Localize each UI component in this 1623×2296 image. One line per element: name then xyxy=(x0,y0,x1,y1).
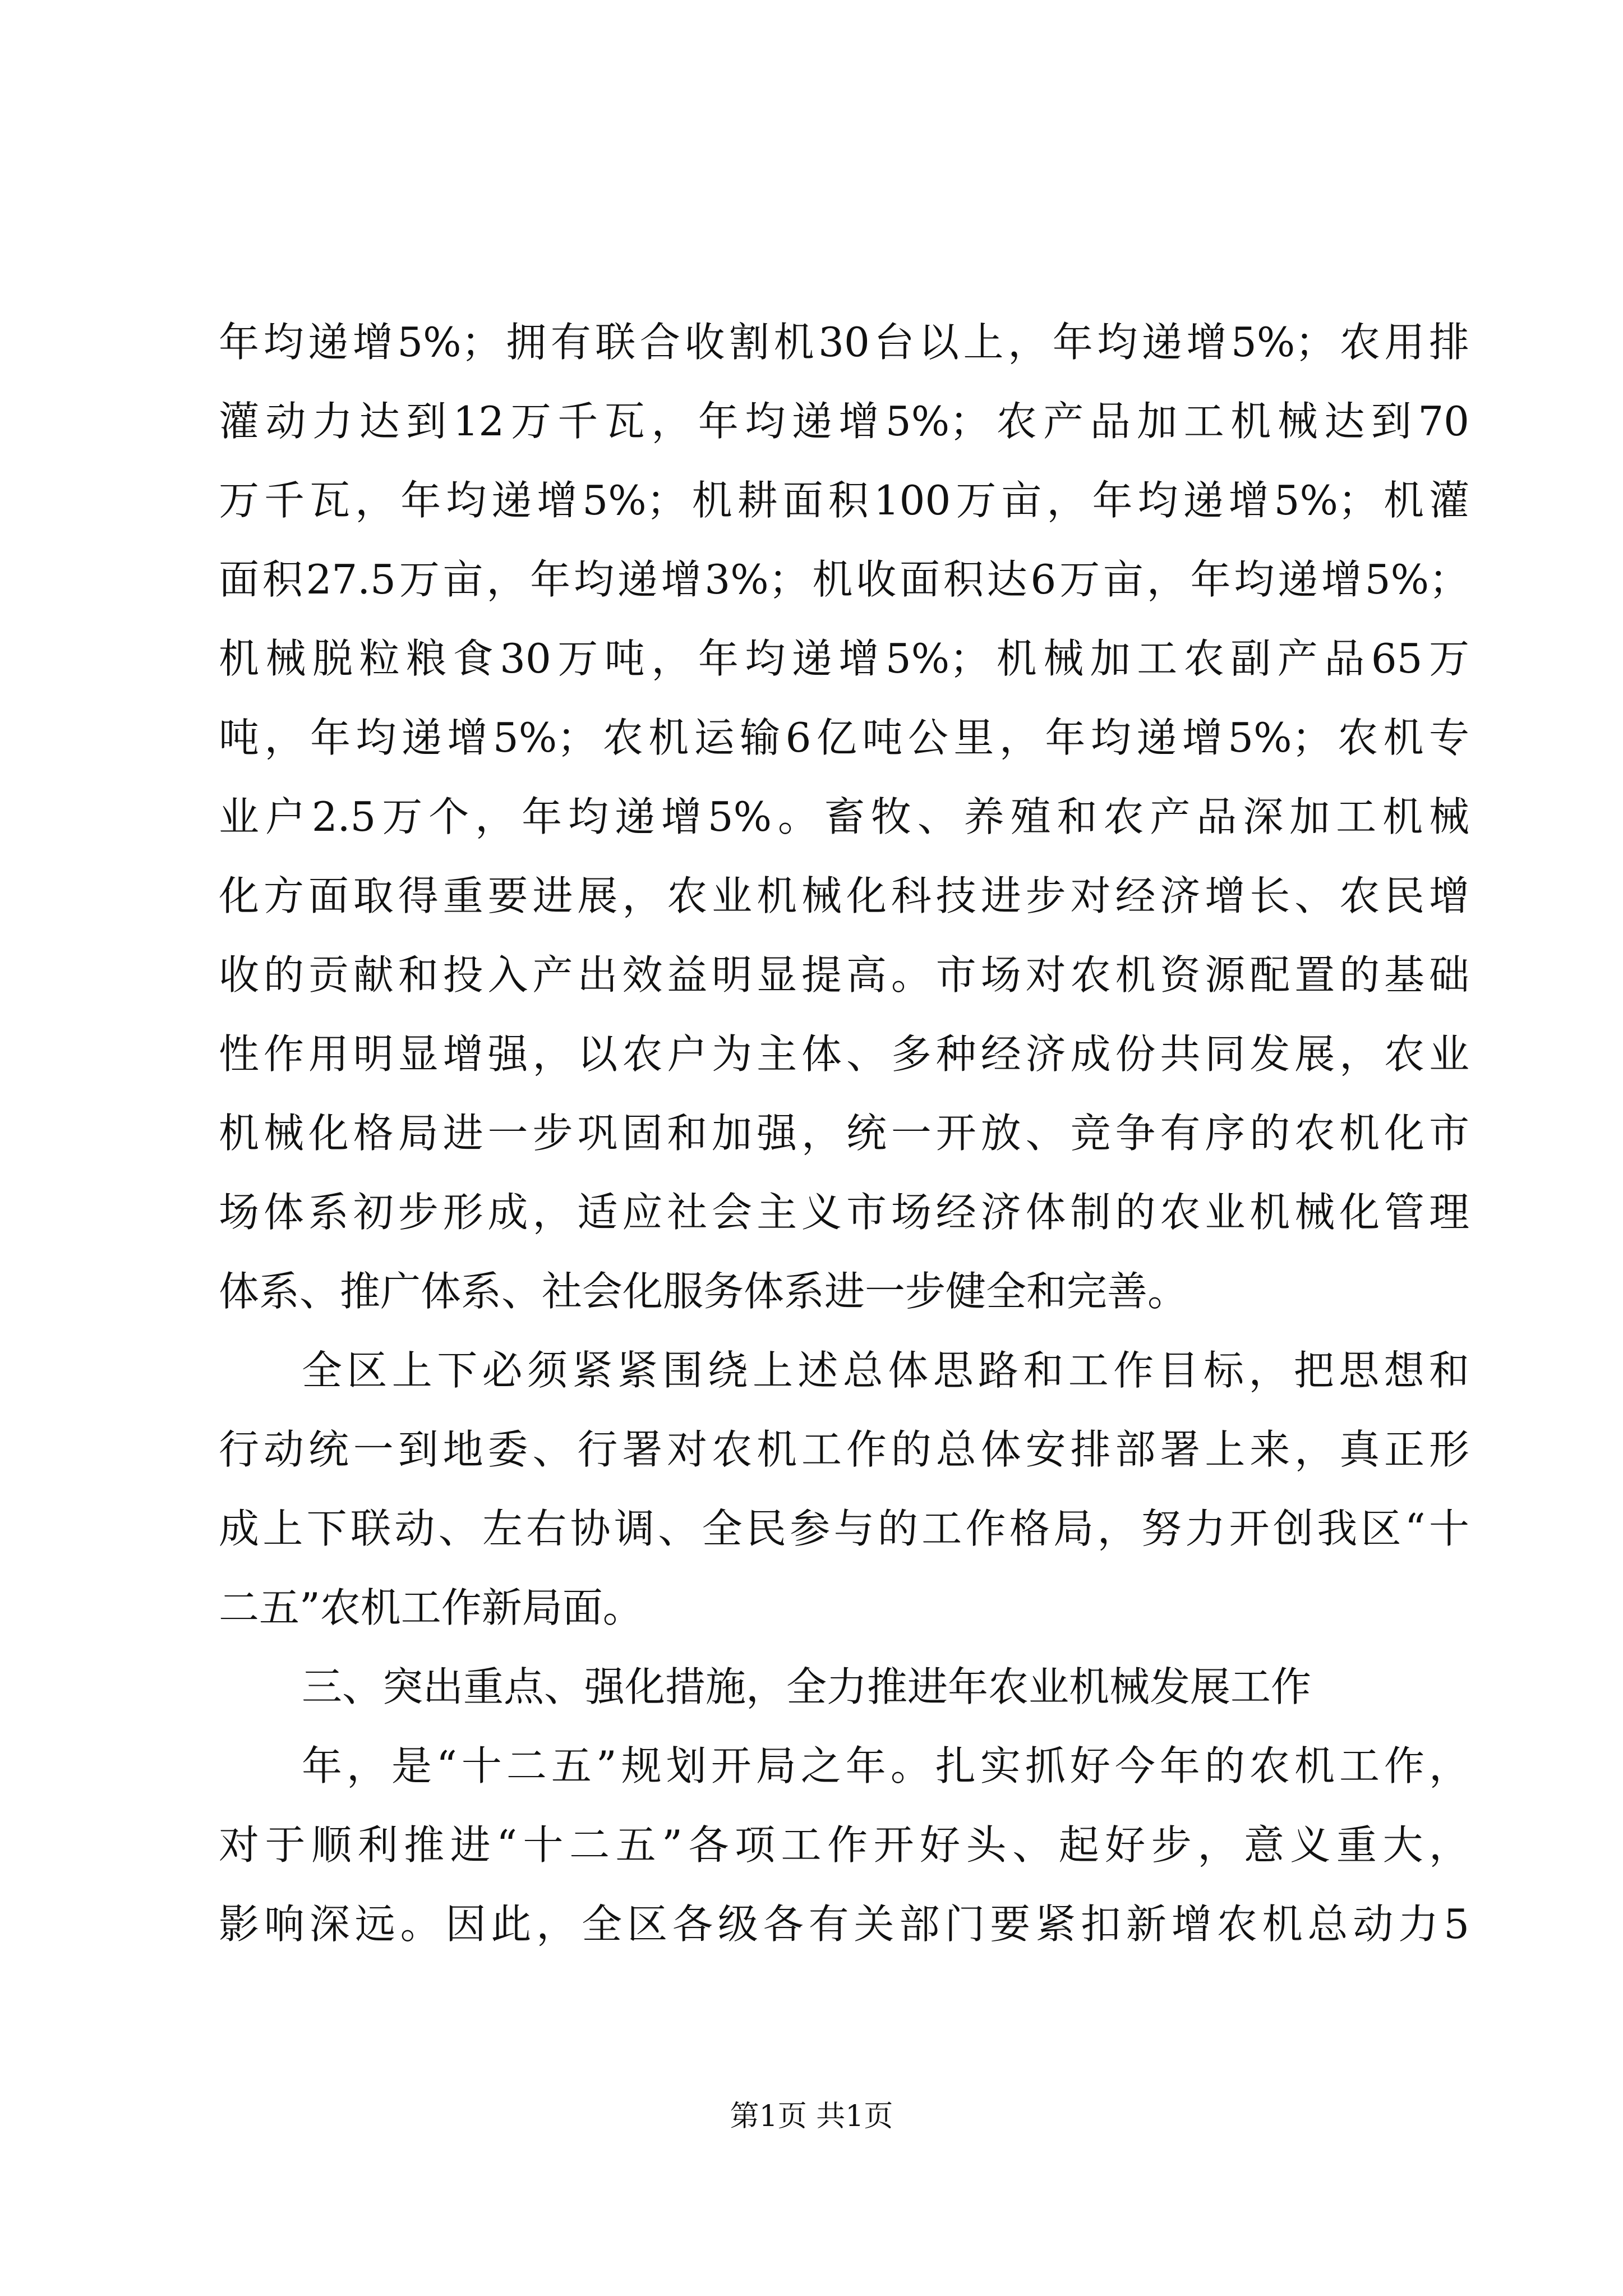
text-line: 面积27.5万亩，年均递增3%；机收面积达6万亩，年均递增5%； xyxy=(219,556,1469,603)
text-line: 收的贡献和投入产出效益明显提高。市场对农机资源配置的基础 xyxy=(219,951,1469,999)
text-line: 业户2.5万个，年均递增5%。畜牧、养殖和农产品深加工机械 xyxy=(219,793,1469,840)
text-line: 机械化格局进一步巩固和加强，统一开放、竞争有序的农机化市 xyxy=(219,1110,1469,1157)
text-line: 年，是“十二五”规划开局之年。扎实抓好今年的农机工作， xyxy=(302,1742,1469,1789)
text-line: 二五”农机工作新局面。 xyxy=(219,1584,643,1631)
text-line: 性作用明显增强，以农户为主体、多种经济成份共同发展，农业 xyxy=(219,1030,1469,1078)
text-line: 对于顺利推进“十二五”各项工作开好头、起好步，意义重大， xyxy=(219,1821,1469,1869)
text-line: 机械脱粒粮食30万吨，年均递增5%；机械加工农副产品65万 xyxy=(219,635,1469,682)
text-line: 全区上下必须紧紧围绕上述总体思路和工作目标，把思想和 xyxy=(302,1347,1469,1394)
document-body xyxy=(219,303,1469,1964)
text-line: 影响深远。因此，全区各级各有关部门要紧扣新增农机总动力5 xyxy=(219,1901,1469,1948)
text-line: 成上下联动、左右协调、全民参与的工作格局，努力开创我区“十 xyxy=(219,1505,1469,1552)
section-heading: 三、突出重点、强化措施，全力推进年农业机械发展工作 xyxy=(302,1663,1312,1710)
text-line: 灌动力达到12万千瓦，年均递增5%；农产品加工机械达到70 xyxy=(219,398,1469,445)
text-line: 体系、推广体系、社会化服务体系进一步健全和完善。 xyxy=(219,1268,1188,1315)
text-line: 吨，年均递增5%；农机运输6亿吨公里，年均递增5%；农机专 xyxy=(219,714,1469,761)
text-line: 场体系初步形成，适应社会主义市场经济体制的农业机械化管理 xyxy=(219,1189,1469,1236)
text-line: 年均递增5%；拥有联合收割机30台以上，年均递增5%；农用排 xyxy=(219,319,1469,366)
text-line: 万千瓦，年均递增5%；机耕面积100万亩，年均递增5%；机灌 xyxy=(219,477,1469,524)
page-number-footer: 第1页 共1页 xyxy=(730,2100,893,2133)
text-line: 化方面取得重要进展，农业机械化科技进步对经济增长、农民增 xyxy=(219,872,1469,919)
text-line: 行动统一到地委、行署对农机工作的总体安排部署上来，真正形 xyxy=(219,1426,1469,1473)
